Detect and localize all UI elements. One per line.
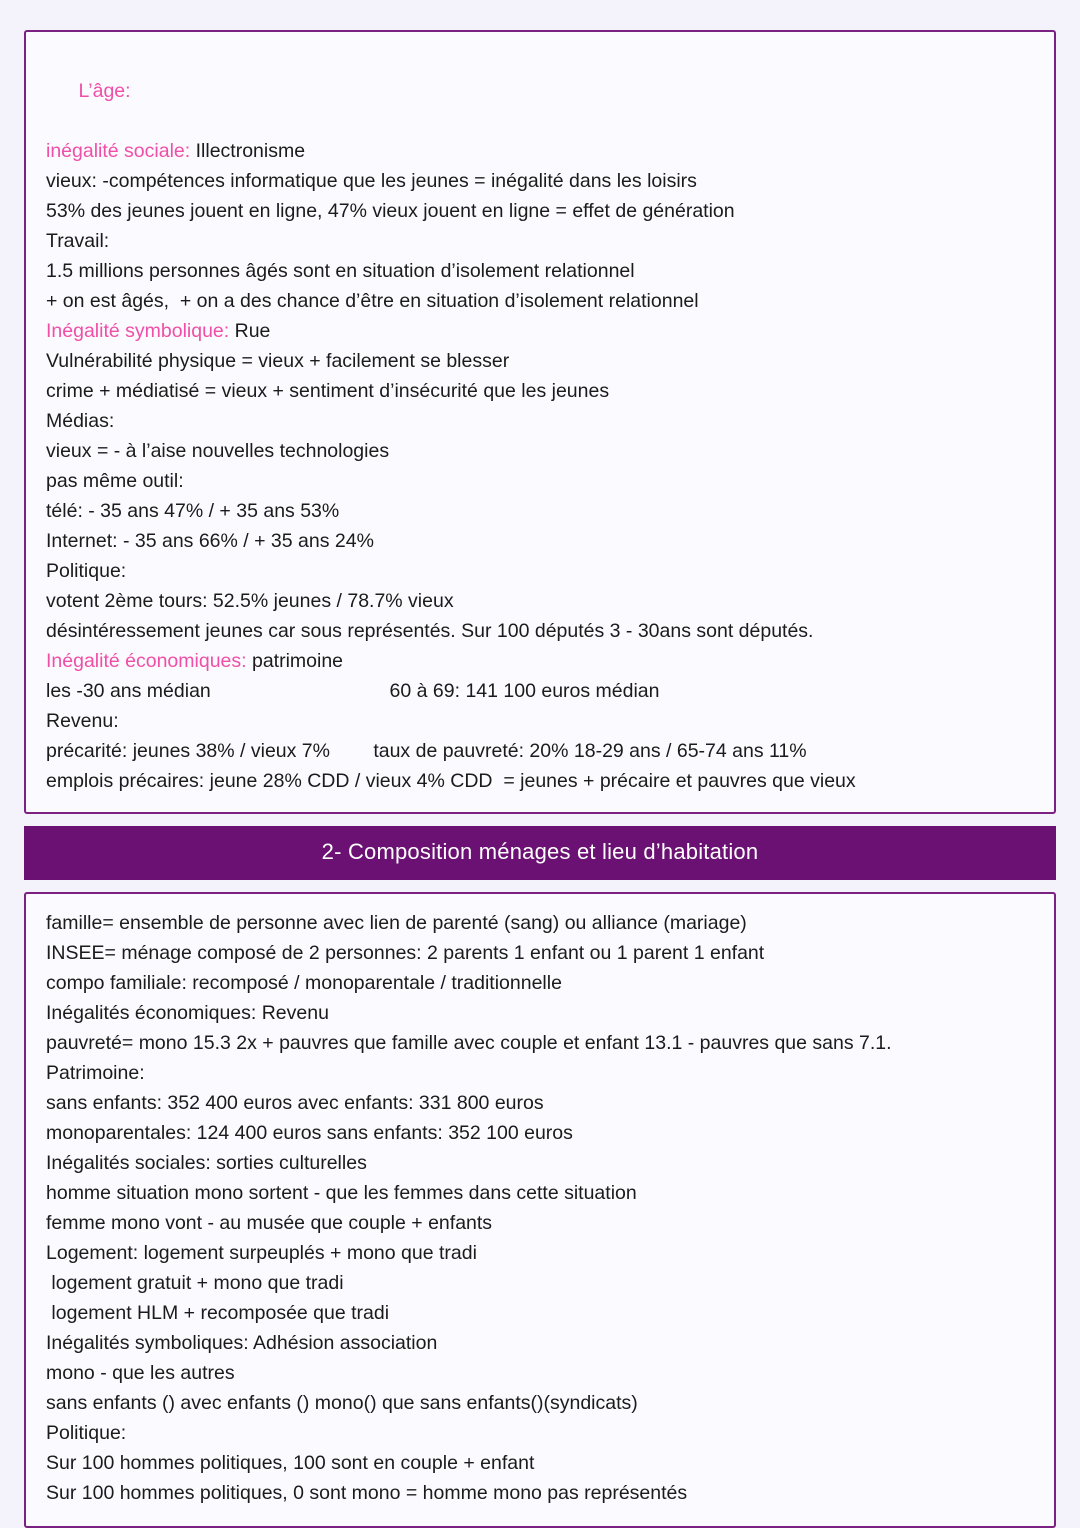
composition-note-line-text: Inégalités sociales: sorties culturelles: [46, 1152, 367, 1174]
composition-note-line-text: Logement: logement surpeuplés + mono que tradi: [46, 1242, 477, 1264]
age-note-line: [46, 676, 1034, 706]
composition-note-line-text: Politique:: [46, 1422, 127, 1444]
composition-note-line: [46, 1358, 1034, 1388]
age-note-line-text: les -30 ans médian 60 à 69: 141 100 euros médian: [46, 680, 660, 702]
age-note-line: [46, 136, 1034, 166]
composition-note-line-text: mono - que les autres: [46, 1362, 235, 1384]
age-note-line: [46, 526, 1034, 556]
age-note-line-text: + on est âgés, + on a des chance d’être en situation d’isolement relationnel: [46, 290, 699, 312]
age-note-line-text: Internet: - 35 ans 66% / + 35 ans 24%: [46, 530, 374, 552]
composition-note-line-text: Inégalités économiques: Revenu: [46, 1002, 329, 1024]
composition-note-line-text: Patrimoine:: [46, 1062, 145, 1084]
composition-note-line-text: Inégalités symboliques: Adhésion association: [46, 1332, 438, 1354]
section-header-composition: [24, 826, 1056, 880]
age-note-line-text: patrimoine: [246, 650, 344, 672]
composition-note-line-text: logement gratuit + mono que tradi: [46, 1272, 344, 1294]
age-note-line-text: Vulnérabilité physique = vieux + facilement se blesser: [46, 350, 510, 372]
composition-note-line: [46, 1148, 1034, 1178]
age-note-line-text: vieux = - à l’aise nouvelles technologies: [46, 440, 390, 462]
age-note-line: [46, 706, 1034, 736]
composition-note-line-text: sans enfants: 352 400 euros avec enfants: 331 800 euros: [46, 1092, 544, 1114]
age-note-line-text: 1.5 millions personnes âgés sont en situation d’isolement relationnel: [46, 260, 635, 282]
age-note-line-text: Politique:: [46, 560, 127, 582]
age-note-line: [46, 226, 1034, 256]
age-note-line: [46, 736, 1034, 766]
composition-note-line: [46, 1178, 1034, 1208]
age-note-line-text: désintéressement jeunes car sous représentés. Sur 100 députés 3 - 30ans sont députés.: [46, 620, 814, 642]
age-note-line: [46, 466, 1034, 496]
age-note-line-lead: Inégalité économiques:: [46, 650, 247, 672]
age-note-line: [46, 256, 1034, 286]
section-header-label: 2- Composition ménages et lieu d’habitation: [321, 839, 759, 864]
age-note-line: [46, 646, 1034, 676]
age-note-line-text: Illectronisme: [190, 140, 306, 162]
composition-note-line-text: Sur 100 hommes politiques, 100 sont en couple + enfant: [46, 1452, 535, 1474]
composition-note-line-text: pauvreté= mono 15.3 2x + pauvres que famille avec couple et enfant 13.1 - pauvres que sans 7.1.: [46, 1032, 892, 1054]
card-title-age-label: L’âge:: [78, 80, 131, 102]
age-note-line: [46, 406, 1034, 436]
age-note-line: [46, 586, 1034, 616]
age-note-line: [46, 286, 1034, 316]
composition-note-line: [46, 998, 1034, 1028]
age-note-line-text: crime + médiatisé = vieux + sentiment d’insécurité que les jeunes: [46, 380, 610, 402]
composition-note-line-text: famille= ensemble de personne avec lien de parenté (sang) ou alliance (mariage): [46, 912, 747, 934]
age-note-line: [46, 616, 1034, 646]
age-note-line-text: vieux: -compétences informatique que les jeunes = inégalité dans les loisirs: [46, 170, 697, 192]
age-note-line-lead: Inégalité symbolique:: [46, 320, 230, 342]
age-note-line-lead: inégalité sociale:: [46, 140, 191, 162]
composition-note-line-text: femme mono vont - au musée que couple + enfants: [46, 1212, 493, 1234]
age-note-line-text: votent 2ème tours: 52.5% jeunes / 78.7% vieux: [46, 590, 454, 612]
composition-notes-lines: [46, 908, 1034, 1508]
age-notes-card: [24, 30, 1056, 814]
composition-note-line: [46, 1298, 1034, 1328]
age-note-line: [46, 316, 1034, 346]
age-note-line: [46, 436, 1034, 466]
composition-notes-card: [24, 892, 1056, 1528]
composition-note-line-text: Sur 100 hommes politiques, 0 sont mono = homme mono pas représentés: [46, 1482, 688, 1504]
composition-note-line: [46, 968, 1034, 998]
composition-note-line: [46, 1088, 1034, 1118]
age-note-line: [46, 496, 1034, 526]
age-note-line-text: Rue: [229, 320, 271, 342]
age-notes-lines: [46, 136, 1034, 796]
age-note-line-text: télé: - 35 ans 47% / + 35 ans 53%: [46, 500, 340, 522]
age-note-line: [46, 166, 1034, 196]
age-note-line: [46, 766, 1034, 796]
composition-note-line: [46, 908, 1034, 938]
age-note-line: [46, 376, 1034, 406]
composition-note-line-text: sans enfants () avec enfants () mono() que sans enfants()(syndicats): [46, 1392, 638, 1414]
composition-note-line: [46, 1478, 1034, 1508]
composition-note-line: [46, 1388, 1034, 1418]
composition-note-line-text: INSEE= ménage composé de 2 personnes: 2 parents 1 enfant ou 1 parent 1 enfant: [46, 942, 765, 964]
composition-note-line-text: homme situation mono sortent - que les femmes dans cette situation: [46, 1182, 637, 1204]
age-note-line-text: pas même outil:: [46, 470, 184, 492]
age-note-line-text: emplois précaires: jeune 28% CDD / vieux 4% CDD = jeunes + précaire et pauvres que vieux: [46, 770, 856, 792]
composition-note-line-text: monoparentales: 124 400 euros sans enfants: 352 100 euros: [46, 1122, 573, 1144]
age-note-line: [46, 346, 1034, 376]
composition-note-line: [46, 1418, 1034, 1448]
age-note-line-text: Médias:: [46, 410, 115, 432]
composition-note-line: [46, 1268, 1034, 1298]
age-note-line: [46, 196, 1034, 226]
composition-note-line: [46, 1118, 1034, 1148]
age-note-line-text: Revenu:: [46, 710, 119, 732]
composition-note-line: [46, 938, 1034, 968]
card-title-age: [46, 46, 1034, 136]
composition-note-line: [46, 1058, 1034, 1088]
age-note-line-text: Travail:: [46, 230, 110, 252]
composition-note-line-text: logement HLM + recomposée que tradi: [46, 1302, 390, 1324]
composition-note-line: [46, 1208, 1034, 1238]
composition-note-line: [46, 1238, 1034, 1268]
composition-note-line: [46, 1028, 1034, 1058]
composition-note-line-text: compo familiale: recomposé / monoparentale / traditionnelle: [46, 972, 562, 994]
age-note-line: [46, 556, 1034, 586]
age-note-line-text: 53% des jeunes jouent en ligne, 47% vieux jouent en ligne = effet de génération: [46, 200, 735, 222]
composition-note-line: [46, 1448, 1034, 1478]
age-note-line-text: précarité: jeunes 38% / vieux 7% taux de pauvreté: 20% 18-29 ans / 65-74 ans 11%: [46, 740, 807, 762]
composition-note-line: [46, 1328, 1034, 1358]
